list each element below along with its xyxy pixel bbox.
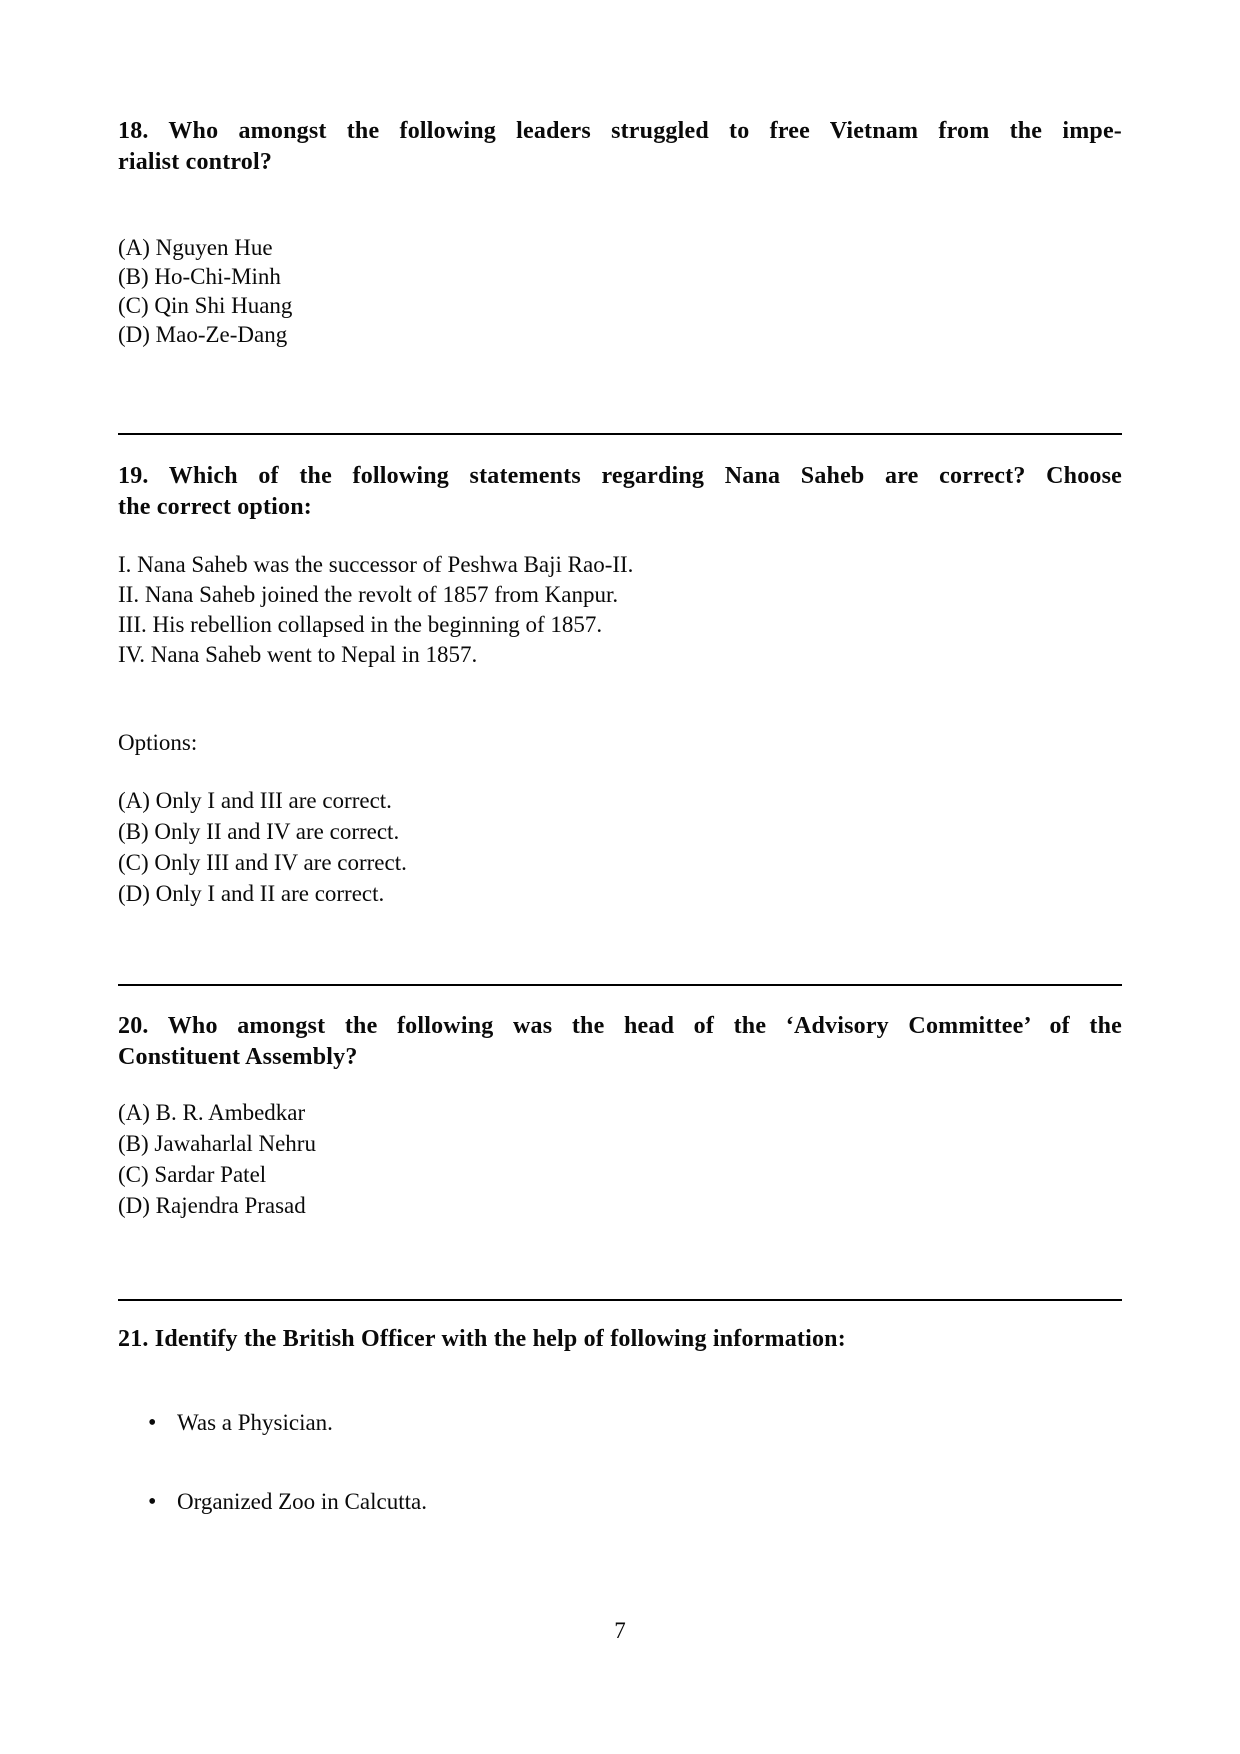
question-20-option-b: (B) Jawaharlal Nehru (118, 1131, 316, 1156)
bullet-icon: • (148, 1489, 157, 1515)
question-19-option-a: (A) Only I and III are correct. (118, 788, 392, 813)
question-19-statement-3: III. His rebellion collapsed in the beginning of 1857. (118, 612, 603, 637)
question-18-option-d: (D) Mao-Ze-Dang (118, 322, 288, 347)
question-19-option-b: (B) Only II and IV are correct. (118, 819, 400, 844)
question-19-statement-1: I. Nana Saheb was the successor of Peshwa Baji Rao-II. (118, 552, 634, 577)
question-19-heading-line-1: 19. Which of the following statements regarding Nana Saheb are correct? Choose (118, 463, 1122, 489)
question-18-heading-line-1: 18. Who amongst the following leaders struggled to free Vietnam from the impe- (118, 118, 1122, 144)
question-21-heading-line-1: 21. Identify the British Officer with the help of following information: (118, 1326, 846, 1352)
question-20-option-a: (A) B. R. Ambedkar (118, 1100, 306, 1125)
bullet-icon: • (148, 1410, 157, 1436)
question-18-option-b: (B) Ho-Chi-Minh (118, 264, 281, 289)
question-20-heading-line-1: 20. Who amongst the following was the head of the ‘Advisory Committee’ of the (118, 1013, 1122, 1039)
question-18-heading (118, 116, 1122, 178)
question-18-option-c: (C) Qin Shi Huang (118, 293, 293, 318)
question-20-option-c: (C) Sardar Patel (118, 1162, 267, 1187)
question-18-option-a: (A) Nguyen Hue (118, 235, 273, 260)
page-number: 7 (614, 1618, 626, 1643)
question-20-heading-line-2: Constituent Assembly? (118, 1044, 358, 1070)
question-19-options-label: Options: (118, 730, 198, 755)
section-divider-2 (118, 984, 1122, 986)
question-21-clue-2-text: Organized Zoo in Calcutta. (177, 1489, 427, 1514)
question-19-option-d: (D) Only I and II are correct. (118, 881, 385, 906)
question-19-options (118, 785, 1122, 909)
question-21-heading (118, 1324, 1122, 1355)
question-19-heading-line-2: the correct option: (118, 494, 312, 520)
question-19-option-c: (C) Only III and IV are correct. (118, 850, 407, 875)
question-19-statement-4: IV. Nana Saheb went to Nepal in 1857. (118, 642, 478, 667)
question-20-heading (118, 1011, 1122, 1073)
question-19-statement-2: II. Nana Saheb joined the revolt of 1857 from Kanpur. (118, 582, 619, 607)
question-21-clue-2 (148, 1487, 1108, 1517)
section-divider-3 (118, 1299, 1122, 1301)
question-20-options (118, 1097, 1122, 1221)
question-19-statements (118, 550, 1122, 670)
question-21-clue-1-text: Was a Physician. (177, 1410, 333, 1435)
question-21-clue-1 (148, 1408, 1108, 1438)
question-18-heading-line-2: rialist control? (118, 149, 273, 175)
section-divider-1 (118, 433, 1122, 435)
question-18-options (118, 233, 1122, 349)
question-20-option-d: (D) Rajendra Prasad (118, 1193, 306, 1218)
question-19-heading (118, 461, 1122, 523)
